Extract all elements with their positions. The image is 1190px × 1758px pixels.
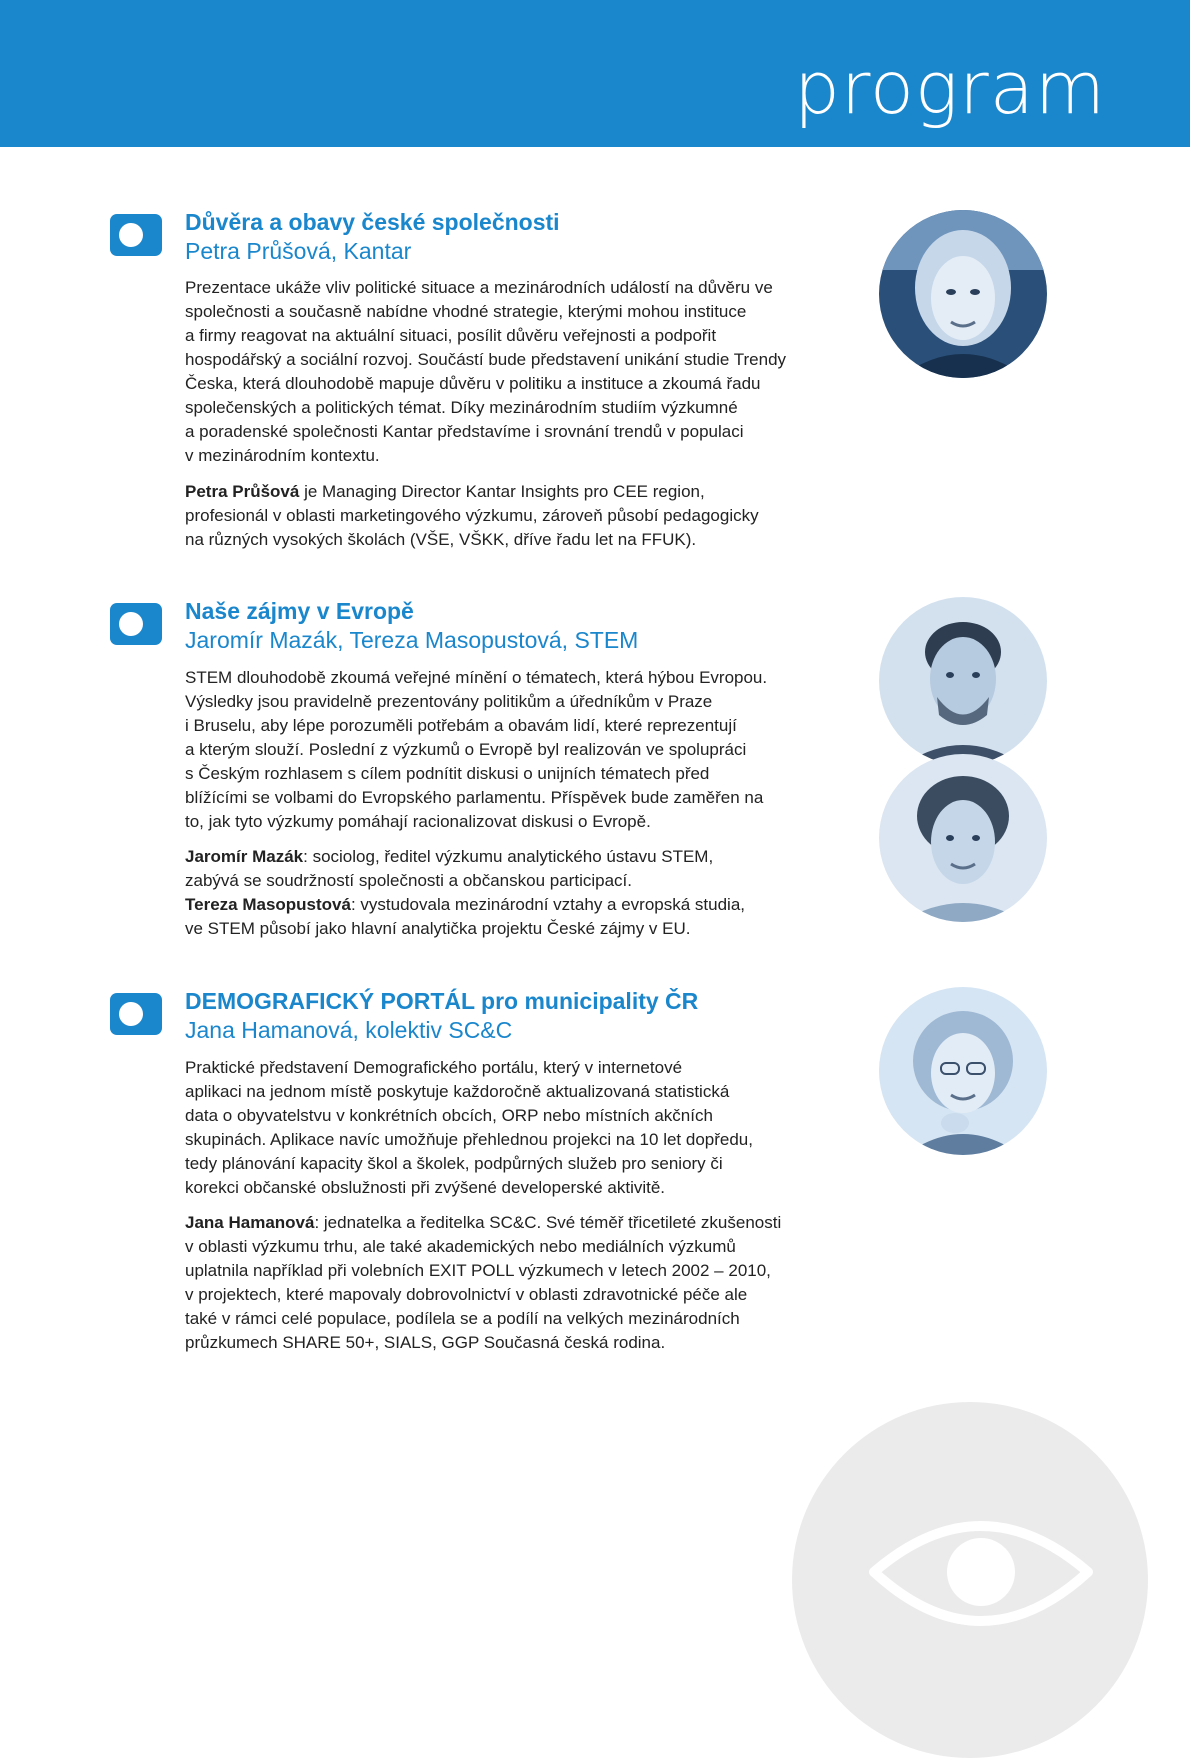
section-speakers: Jaromír Mazák, Tereza Masopustová, STEM <box>185 627 639 653</box>
section-description: Praktické představení Demografického portálu, který v internetové aplikaci na jednom místě poskytuje každoročně aktualizovaná statistická data o obyvatelstvu v konkrétních obcích, ORP nebo místních akčních skupinách. Aplikace navíc umožňuje přehlednou projekci na 10 let dopředu, tedy plánování kapacity škol a školek, podpůrných služeb pro seniory či korekci občanské obslužnosti při zvýšené developerské aktivitě. <box>185 1058 753 1197</box>
bullet-icon <box>110 214 162 256</box>
bullet-icon <box>110 603 162 645</box>
section-title: Důvěra a obavy české společnosti <box>185 209 560 235</box>
bullet-icon <box>110 993 162 1035</box>
section-speakers: Jana Hamanová, kolektiv SC&C <box>185 1017 513 1043</box>
speaker-name: Jana Hamanová <box>185 1213 315 1232</box>
section-description: STEM dlouhodobě zkoumá veřejné mínění o tématech, která hýbou Evropou. Výsledky jsou pravidelně prezentovány politikům a úředníkům v Praze i Bruselu, aby lépe porozuměli potřebám a obavám lidí, které reprezentují a kterým slouží. Poslední z výzkumů o Evropě byl realizován ve spolupráci s Českým rozhlasem s cílem podnítit diskusi o unijních tématech před blížícími se volbami do Evropského parlamentu. Příspěvek bude zaměřen na to, jak tyto výzkumy pomáhají racionalizovat diskusi o Evropě. <box>185 668 768 831</box>
page-title: program <box>794 46 1106 130</box>
speaker-photo <box>879 597 1047 765</box>
eye-icon <box>866 1510 1096 1640</box>
speaker-bio: Jana Hamanová: jednatelka a ředitelka SC&C. Své téměř třicetileté zkušenosti v oblasti výzkumu trhu, ale také akademických nebo mediálních výzkumů uplatnila například při volebních EXIT POLL výzkumech v letech 2002 – 2010, v projektech, které mapovaly dobrovolnictví v oblasti zdravotnické péče ale také v rámci celé populace, podílela se a podílí na velkých mezinárodních průzkumech SHARE 50+, SIALS, GGP Současná česká rodina. <box>185 1213 782 1352</box>
section-title: Naše zájmy v Evropě <box>185 598 414 624</box>
speaker-name: Petra Průšová <box>185 482 300 501</box>
speaker-bio: Petra Průšová je Managing Director Kantar Insights pro CEE region, profesionál v oblasti marketingového výzkumu, zároveň působí pedagogicky na různých vysokých školách (VŠE, VŠKK, dříve řadu let na FFUK). <box>185 482 759 549</box>
speaker-photo <box>879 987 1047 1155</box>
section-speakers: Petra Průšová, Kantar <box>185 238 412 264</box>
speaker-photo <box>879 754 1047 922</box>
section-title: DEMOGRAFICKÝ PORTÁL pro municipality ČR <box>185 988 699 1014</box>
speaker-name: Jaromír Mazák <box>185 847 304 866</box>
speaker-photo <box>879 210 1047 378</box>
speaker-bio: Jaromír Mazák: sociolog, ředitel výzkumu analytického ústavu STEM, zabývá se soudržností společnosti a občanskou participací. Tereza Masopustová: vystudovala mezinárodní vztahy a evropská studia, ve STEM působí jako hlavní analytička projektu České zájmy v EU. <box>185 847 746 938</box>
header-band <box>0 0 1190 147</box>
section-description: Prezentace ukáže vliv politické situace a mezinárodních událostí na důvěru ve společnosti a současně nabídne vhodné strategie, kterými mohou instituce a firmy reagovat na aktuální situaci, posílit důvěru veřejnosti a podpořit hospodářský a sociální rozvoj. Součástí bude představení unikání studie Trendy Česka, která dlouhodobě mapuje důvěru v politiku a instituce a zkoumá řadu společenských a politických témat. Díky mezinárodním studiím výzkumné a poradenské společnosti Kantar představíme i srovnání trendů v populaci v mezinárodním kontextu. <box>185 278 787 465</box>
speaker-name: Tereza Masopustová <box>185 895 351 914</box>
